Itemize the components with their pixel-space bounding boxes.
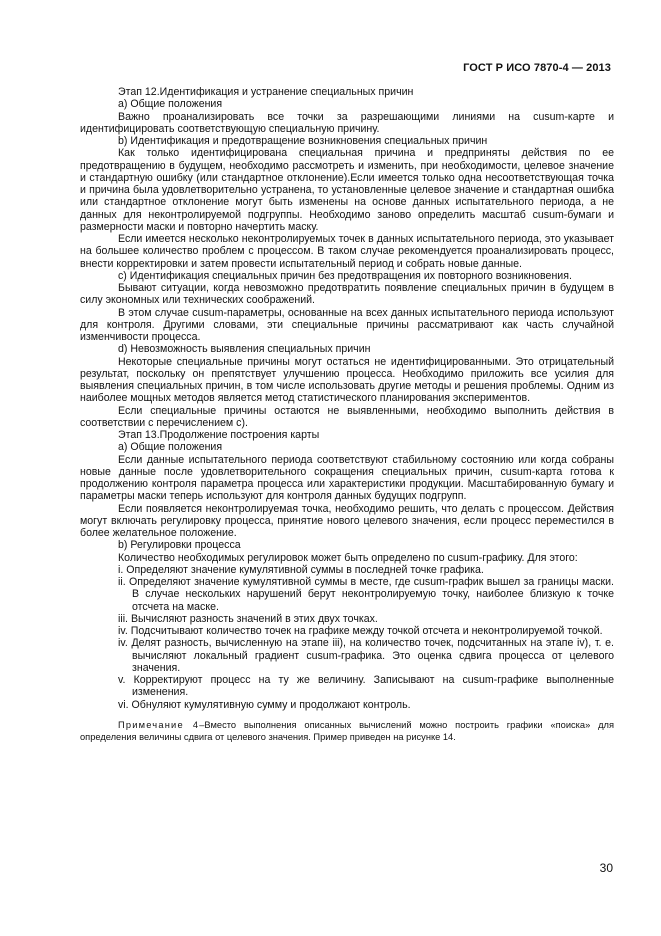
- step-12-heading: Этап 12.Идентификация и устранение специальных причин: [118, 86, 414, 98]
- subsection-a-heading: а) Общие положения: [118, 98, 223, 111]
- list-item: v. Корректируют процесс на ту же величину. Записывают на cusum-графике выполненные изменения.: [118, 674, 614, 699]
- page-number: 30: [599, 861, 613, 875]
- paragraph: Если данные испытательного периода соответствуют стабильному состоянию или когда собраны новые данные после удовлетворительного сокращения специальных причин, cusum-карта готова к продолжению контроля параметра процесса или характеристики продукции. Масштабированную бумагу и параметры маски теперь используют для контроля данных будущих подгрупп.: [80, 453, 614, 503]
- note: [80, 719, 614, 743]
- paragraph: Если появляется неконтролируемая точка, необходимо решить, что делать с процессом. Действия могут включать регулировку процесса, принятие нового целевого значения, если процесс переместился в более желательное положение.: [80, 502, 614, 539]
- list-item: ii. Определяют значение кумулятивной суммы в месте, где cusum-график вышел за границы маски. В случае нескольких нарушений берут неконтролируемую точку, наиболее близкую к точке отсчета на маске.: [118, 576, 614, 613]
- list-item: iii. Вычисляют разность значений в этих двух точках.: [118, 612, 378, 625]
- list-item: iv. Подсчитывают количество точек на графике между точкой отсчета и неконтролируемой точкой.: [118, 625, 603, 637]
- paragraph: Бывают ситуации, когда невозможно предотвратить появление специальных причин в будущем в силу экономных или технических соображений.: [80, 282, 614, 307]
- subsection-b-heading: b) Регулировки процесса: [118, 539, 241, 552]
- step-13-heading: Этап 13.Продолжение построения карты: [118, 429, 320, 441]
- subsection-d-heading: d) Невозможность выявления специальных причин: [118, 343, 371, 356]
- paragraph: Если имеется несколько неконтролируемых точек в данных испытательного периода, это указывает на большее количество проблем с процессом. В таком случае рекомендуется проанализировать процесс, внести корректировки и затем провести испытательный период и собрать новые данные.: [80, 233, 614, 270]
- list-item: i. Определяют значение кумулятивной суммы в последней точке графика.: [118, 563, 484, 576]
- list-item: vi. Обнуляют кумулятивную сумму и продолжают контроль.: [118, 698, 411, 711]
- subsection-c-heading: c) Идентификация специальных причин без предотвращения их повторного возникновения.: [118, 269, 572, 282]
- list-item: iv. Делят разность, вычисленную на этапе iii), на количество точек, подсчитанных на этапе iv), т. е. вычисляют локальный градиент cusum-графика. Это оценка сдвига процесса от целевого значения.: [118, 637, 614, 674]
- paragraph: Если специальные причины остаются не выявленными, необходимо выполнить действия в соответствии с перечислением с).: [80, 404, 614, 429]
- subsection-a-heading: а) Общие положения: [118, 441, 223, 454]
- document-body: [80, 86, 614, 743]
- paragraph: Некоторые специальные причины могут остаться не идентифицированными. Это отрицательный результат, поскольку он препятствует улучшению процесса. Необходимо приложить все усилия для выявления специальных причин, в том числе использовать другие методы и решения проблемы. Одним из наиболее мощных методов является метод статистического планирования экспериментов.: [80, 355, 614, 405]
- note-label: Примечание 4: [118, 719, 200, 730]
- paragraph: Важно проанализировать все точки за разрешающими линиями на cusum-карте и идентифицировать соответствующую специальную причину.: [80, 110, 614, 135]
- subsection-b-heading: b) Идентификация и предотвращение возникновения специальных причин: [118, 135, 488, 147]
- paragraph: Как только идентифицирована специальная причина и предприняты действия по ее предотвращению в будущем, необходимо рассмотреть и изменить, при необходимости, целевое значение и стандартную ошибку (или стандартное отклонение).Если имеется только одна несоответствующая точка и причина была удовлетворительно устранена, то установленные целевое значение и стандартная ошибка или стандартное отклонение могут быть изменены на основе данных испытательного периода, а не данных для неконтролируемой подгруппы. Необходимо заново определить масштаб cusum-бумаги и размерности маски и повторно начертить маску.: [80, 147, 614, 233]
- paragraph: Количество необходимых регулировок может быть определено по cusum-графику. Для этого:: [118, 551, 578, 564]
- document-header: ГОСТ Р ИСО 7870-4 — 2013: [463, 62, 611, 74]
- paragraph: В этом случае cusum-параметры, основанные на всех данных испытательного периода используют для контроля. Другими словами, эти специальные причины рассматривают как часть случайной изменчивости процесса.: [80, 306, 614, 343]
- note-text: –Вместо выполнения описанных вычислений можно построить графики «поиска» для определения величины сдвига от целевого значения. Пример приведен на рисунке 14.: [80, 719, 614, 742]
